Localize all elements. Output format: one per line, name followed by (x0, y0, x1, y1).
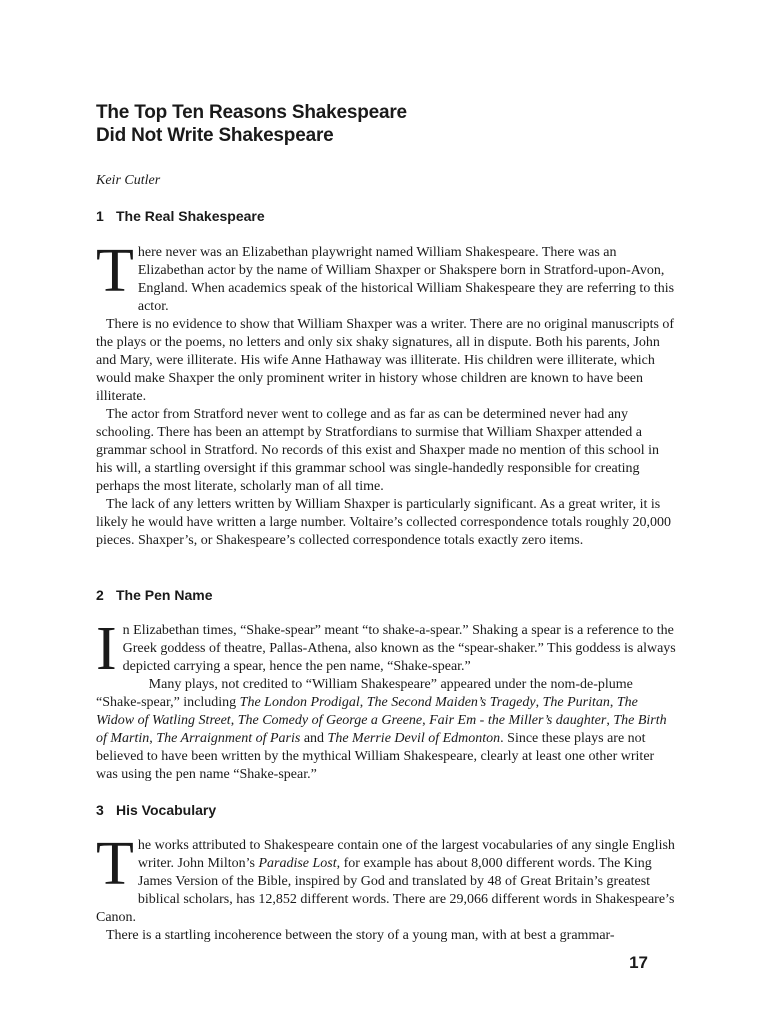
section-number: 3 (96, 802, 104, 818)
play-title: The Second Maiden’s Tragedy (366, 695, 536, 710)
paragraph: There is no evidence to show that William Shaxper was a writer. There are no original manuscripts of the plays or the poems, no letters and only six shaky signatures, all in dispute. Both his parents, John and Mary, were illiterate. His wife Anne Hathaway was illiterate. His children were illiterate, which would make Shaxper the only prominent writer in history whose children are known to have been illiterate. (96, 317, 675, 404)
paragraph: Many plays, not credited to “William Shakespeare” appeared under the nom-de-plume “Shake-spear,” including The London Prodigal, The Second Maiden’s Tragedy, The Puritan, The Widow of Watling Street, The Comedy of George a Greene, Fair Em - the Miller’s daughter, The Birth of Martin, The Arraignment of Paris and The Merrie Devil of Edmonton. Since these plays are not believed to have been written by the mythical William Shakespeare, clearly at least one other writer was using the pen name “Shake-spear.” (96, 677, 667, 782)
document-page (96, 0, 674, 1024)
title-line-2: Did Not Write Shakespeare (96, 125, 334, 146)
section-title: His Vocabulary (116, 802, 217, 818)
paragraph: The lack of any letters written by William Shaxper is particularly significant. As a great writer, it is likely he would have written a large number. Voltaire’s collected correspondence totals roughly 20,000 pieces. Shaxper’s, or Shakespeare’s collected correspondence totals exactly zero items. (96, 497, 672, 548)
paragraph: In Elizabethan times, “Shake-spear” meant “to shake-a-spear.” Shaking a spear is a reference to the Greek goddess of theatre, Pallas-Athena, also known as the “spear-shaker.” This goddess is always depicted carrying a spear, hence the pen name, “Shake-spear.” (96, 615, 676, 683)
author-name: Keir Cutler (96, 173, 161, 188)
play-title: The Comedy of George a Greene (237, 713, 423, 728)
paragraph: The actor from Stratford never went to college and as far as can be determined never had any schooling. There has been an attempt by Stratfordians to surmise that William Shaxper attended a grammar school in Stratford. No records of this exist and Shaxper made no mention of this school in his will, a startling oversight if this grammar school was single-handedly responsible for creating perhaps the most literate, scholarly man of all time. (96, 407, 660, 494)
paragraph: The works attributed to Shakespeare contain one of the largest vocabularies of any single English writer. John Milton’s Paradise Lost, for example has about 8,000 different words. The King James Version of the Bible, inspired by God and translated by 48 of Great Britain’s greatest biblical scholars, has 12,852 different words. There are 29,066 different words in Shakespeare’s Canon. (96, 830, 675, 925)
title-line-1: The Top Ten Reasons Shakespeare (96, 102, 407, 123)
section-2-heading (96, 586, 212, 604)
drop-cap: T (96, 830, 134, 898)
play-title: The Puritan (542, 695, 610, 710)
section-2-body (96, 615, 676, 784)
section-1-heading (96, 207, 265, 225)
play-title: The Widow of Watling Street (96, 695, 638, 728)
section-1-body (96, 237, 676, 550)
play-title: The London Prodigal (239, 695, 360, 710)
page-number: 17 (629, 953, 648, 972)
section-title: The Real Shakespeare (116, 208, 265, 224)
book-title: Paradise Lost (258, 856, 337, 871)
play-title: The Merrie Devil of Edmonton (327, 731, 501, 746)
drop-cap: T (96, 237, 134, 305)
section-3-body (96, 830, 676, 945)
paragraph: There is a startling incoherence between the story of a young man, with at best a grammar- (106, 928, 615, 943)
section-3-heading (96, 801, 216, 819)
section-number: 2 (96, 587, 104, 603)
play-title: The Birth of Martin (96, 713, 667, 746)
play-title: The Arraignment of Paris (156, 731, 301, 746)
section-number: 1 (96, 208, 104, 224)
play-title: Fair Em - the Miller’s daughter (429, 713, 607, 728)
section-title: The Pen Name (116, 587, 213, 603)
paragraph: There never was an Elizabethan playwright named William Shakespeare. There was an Elizabethan actor by the name of William Shaxper or Shakspere born in Stratford-upon-Avon, England. When academics speak of the historical William Shakespeare they are referring to this actor. (96, 237, 675, 314)
drop-cap: I (96, 615, 117, 683)
page-title (96, 101, 674, 147)
